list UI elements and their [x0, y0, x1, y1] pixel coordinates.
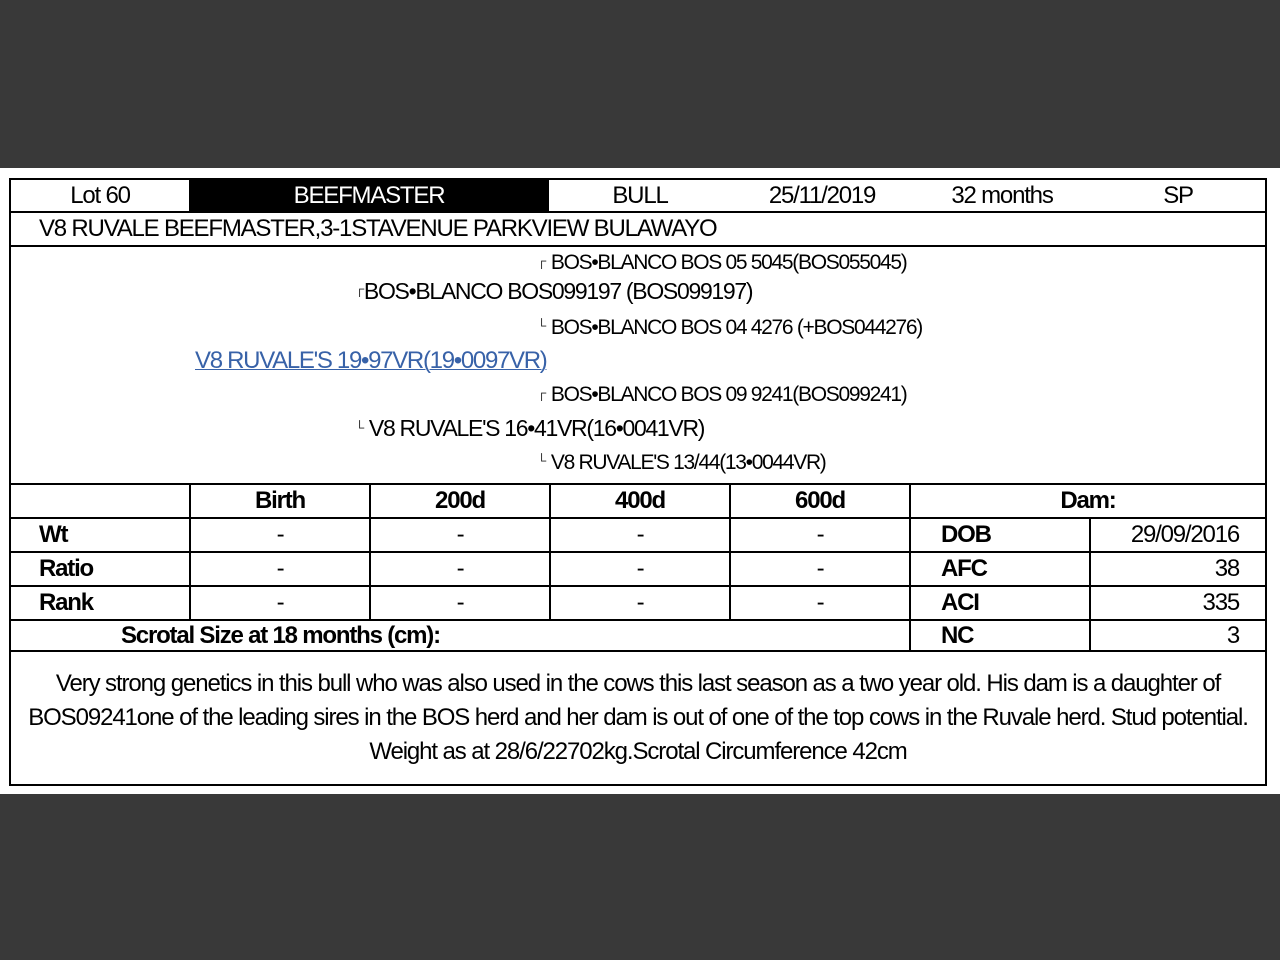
col-200d: 200d — [369, 485, 549, 517]
lot-number: Lot 60 — [70, 181, 130, 209]
lot-card — [9, 178, 1267, 786]
owner-address: V8 RUVALE BEEFMASTER,3-1STAVENUE PARKVIEW BULAWAYO — [39, 215, 717, 242]
bracket-top-icon: ┌ — [355, 281, 363, 296]
dam-title: Dam: — [909, 485, 1265, 517]
breed-label: BEEFMASTER — [189, 180, 549, 211]
dam-value-aci: 335 — [1089, 587, 1265, 619]
col-400d: 400d — [549, 485, 729, 517]
age-label: 32 months — [951, 181, 1053, 209]
stat-value: - — [369, 553, 549, 585]
stat-value: - — [549, 553, 729, 585]
stats-row-rank — [11, 587, 1265, 621]
dam-sire-name: BOS•BLANCO BOS 09 9241(BOS099241) — [550, 383, 907, 406]
animal-line[interactable] — [195, 347, 546, 375]
stat-value: - — [549, 587, 729, 619]
dam-sire-line — [537, 383, 906, 407]
stat-value: - — [729, 519, 909, 551]
dam-dam-name: V8 RUVALE'S 13/44(13•0044VR) — [550, 451, 826, 474]
stat-value: - — [369, 519, 549, 551]
stat-value: - — [729, 587, 909, 619]
stat-value: - — [189, 587, 369, 619]
lot-notes — [11, 652, 1265, 784]
col-600d: 600d — [729, 485, 909, 517]
dam-label-aci: ACI — [909, 587, 1089, 619]
dam-label-nc: NC — [909, 621, 1089, 650]
stats-row-wt — [11, 519, 1265, 553]
sire-line — [355, 278, 752, 305]
sire-dam-line — [537, 316, 922, 340]
sire-name: BOS•BLANCO BOS099197 (BOS099197) — [363, 278, 753, 304]
bracket-top-icon: ┌ — [537, 385, 545, 400]
scrotal-row — [11, 621, 1265, 652]
bracket-top-icon: ┌ — [537, 253, 545, 268]
code-label: SP — [1163, 181, 1193, 209]
lot-notes-text: Very strong genetics in this bull who was also used in the cows this last season as a two year old. His dam is a daughter of BOS09241one of the leading sires in the BOS herd and her dam is out of one of the top cows in the Ruvale herd. Stud potential. Weight as at 28/6/22702kg.Scrotal Circumference 42cm — [28, 670, 1248, 765]
sire-dam-name: BOS•BLANCO BOS 04 4276 (+BOS044276) — [550, 316, 922, 339]
dam-dam-line — [537, 451, 826, 475]
stat-value: - — [189, 519, 369, 551]
sale-sheet — [0, 168, 1280, 794]
row-label: Rank — [39, 589, 93, 616]
stats-header-row — [11, 485, 1265, 519]
dam-name: V8 RUVALE'S 16•41VR(16•0041VR) — [368, 415, 705, 441]
scrotal-label: Scrotal Size at 18 months (cm): — [121, 621, 440, 649]
bracket-bottom-icon: └ — [537, 453, 545, 468]
row-label: Wt — [39, 521, 68, 548]
bracket-bottom-icon: └ — [537, 318, 545, 333]
row-label: Ratio — [39, 555, 94, 582]
stat-value: - — [729, 553, 909, 585]
dam-label-afc: AFC — [909, 553, 1089, 585]
sex-label: BULL — [612, 181, 668, 209]
dam-label-dob: DOB — [909, 519, 1089, 551]
dam-value-dob: 29/09/2016 — [1089, 519, 1265, 551]
birth-date: 25/11/2019 — [768, 181, 876, 209]
owner-row — [11, 213, 1265, 247]
stats-row-ratio — [11, 553, 1265, 587]
bracket-bottom-icon: └ — [355, 420, 363, 435]
stat-value: - — [189, 553, 369, 585]
stat-value: - — [369, 587, 549, 619]
sire-sire-line — [537, 251, 906, 275]
stat-value: - — [549, 519, 729, 551]
dam-line — [355, 415, 704, 442]
pedigree-block — [11, 247, 1265, 485]
dam-value-nc: 3 — [1089, 621, 1265, 650]
scrotal-value — [611, 621, 909, 650]
sire-sire-name: BOS•BLANCO BOS 05 5045(BOS055045) — [550, 251, 907, 274]
dam-value-afc: 38 — [1089, 553, 1265, 585]
col-birth: Birth — [189, 485, 369, 517]
animal-name-link[interactable]: V8 RUVALE'S 19•97VR(19•0097VR) — [195, 347, 547, 374]
lot-header-row — [11, 180, 1265, 213]
